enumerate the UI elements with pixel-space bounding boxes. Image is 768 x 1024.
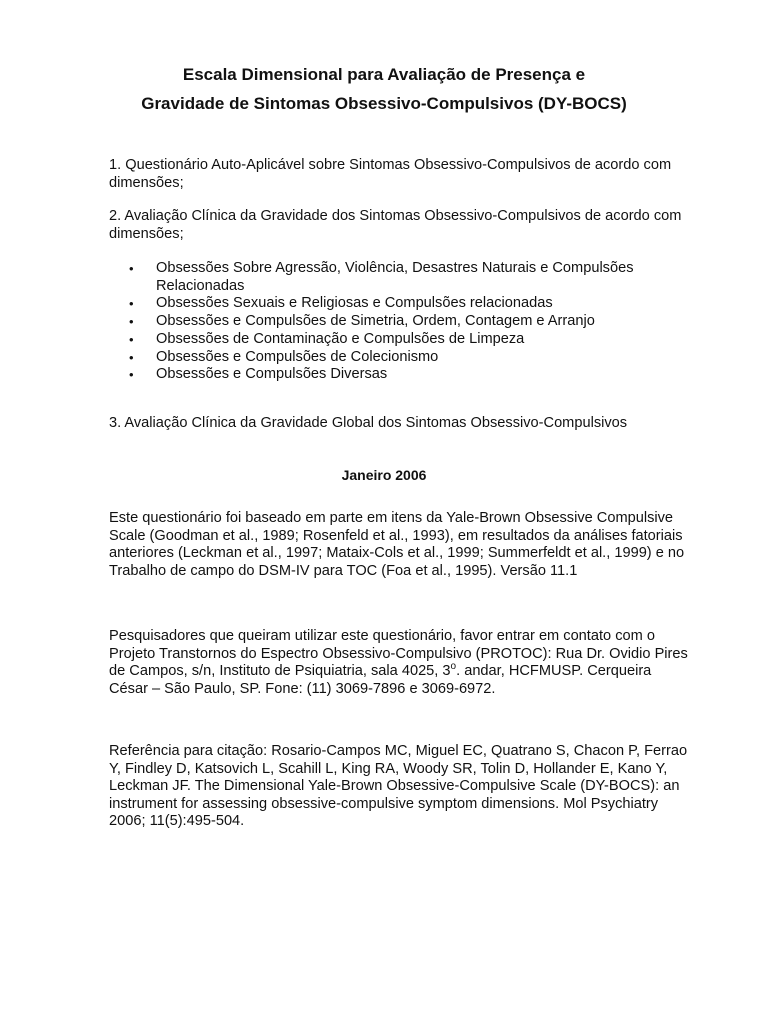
item-2	[109, 208, 689, 243]
basis-paragraph	[109, 510, 689, 580]
list-item	[129, 349, 689, 367]
list-item-text: Obsessões Sexuais e Religiosas e Compulsões relacionadas	[156, 295, 553, 312]
list-item-text: Obsessões de Contaminação e Compulsões de Limpeza	[156, 330, 525, 347]
item-1	[109, 157, 689, 192]
item-2-text: 2. Avaliação Clínica da Gravidade dos Sintomas Obsessivo-Compulsivos de acordo com dimensões;	[109, 208, 682, 242]
list-item-text: Obsessões e Compulsões Diversas	[156, 366, 388, 383]
contact-paragraph	[109, 628, 689, 698]
list-item	[129, 366, 689, 384]
item-1-text: 1. Questionário Auto-Aplicável sobre Sintomas Obsessivo-Compulsivos de acordo com dimensões;	[109, 157, 672, 191]
title-line-1: Escala Dimensional para Avaliação de Presença e	[182, 65, 586, 84]
basis-text: Este questionário foi baseado em parte em itens da Yale-Brown Obsessive Compulsive Scale (Goodman et al., 1989; Rosenfeld et al., 1993), em resultados da análises fatoriais anteriores (Leckman et al., 1997; Mataix-Cols et al., 1999; Summerfeldt et al., 1999) e no Trabalho de campo do DSM-IV para TOC (Foa et al., 1995). Versão 11.1	[109, 510, 685, 579]
contact-text-part1: Pesquisadores que queiram utilizar este questionário, favor entrar em contato com o Projeto Transtornos do Espectro Obsessivo-Compulsivo (PROTOC): Rua Dr. Ovidio Pires de Campos, s/n, Instituto de Psiquiatria, sala 4025, 3	[109, 628, 688, 679]
list-item-text: Obsessões e Compulsões de Simetria, Ordem, Contagem e Arranjo	[156, 313, 595, 330]
title-line-2: Gravidade de Sintomas Obsessivo-Compulsivos (DY-BOCS)	[141, 94, 627, 113]
list-item	[129, 331, 689, 349]
reference-paragraph	[109, 743, 689, 831]
list-item-text: Obsessões Sobre Agressão, Violência, Desastres Naturais e Compulsões Relacionadas	[156, 260, 634, 294]
bullet-icon: •	[129, 367, 134, 383]
reference-text: Referência para citação: Rosario-Campos MC, Miguel EC, Quatrano S, Chacon P, Ferrao Y, Findley D, Katsovich L, Scahill L, King RA, Woody SR, Tolin D, Hollander E, Kano Y, Leckman JF. The Dimensional Yale-Brown Obsessive-Compulsive Scale (DY-BOCS): an instrument for assessing obsessive-compulsive symptom dimensions. Mol Psychiatry 2006; 11(5):495-504.	[109, 743, 688, 829]
list-item	[129, 313, 689, 331]
contact-text	[109, 628, 689, 698]
list-item	[129, 295, 689, 313]
ordinal-marker: o	[450, 661, 457, 673]
contact-text-part2: . andar, HCFMUSP. Cerqueira César – São Paulo, SP. Fone: (11) 3069-7896 e 3069-6972.	[109, 663, 652, 697]
bullet-icon: •	[129, 261, 134, 276]
dimension-list	[129, 260, 689, 384]
date-heading: Janeiro 2006	[341, 467, 427, 483]
item-3	[109, 415, 689, 433]
item-3-text: 3. Avaliação Clínica da Gravidade Global dos Sintomas Obsessivo-Compulsivos	[109, 415, 628, 431]
bullet-icon: •	[129, 349, 134, 365]
bullet-icon: •	[129, 314, 134, 330]
list-item-text: Obsessões e Compulsões de Colecionismo	[156, 348, 439, 365]
list-item	[129, 260, 689, 295]
bullet-icon: •	[129, 296, 134, 312]
bullet-icon: •	[129, 331, 134, 347]
